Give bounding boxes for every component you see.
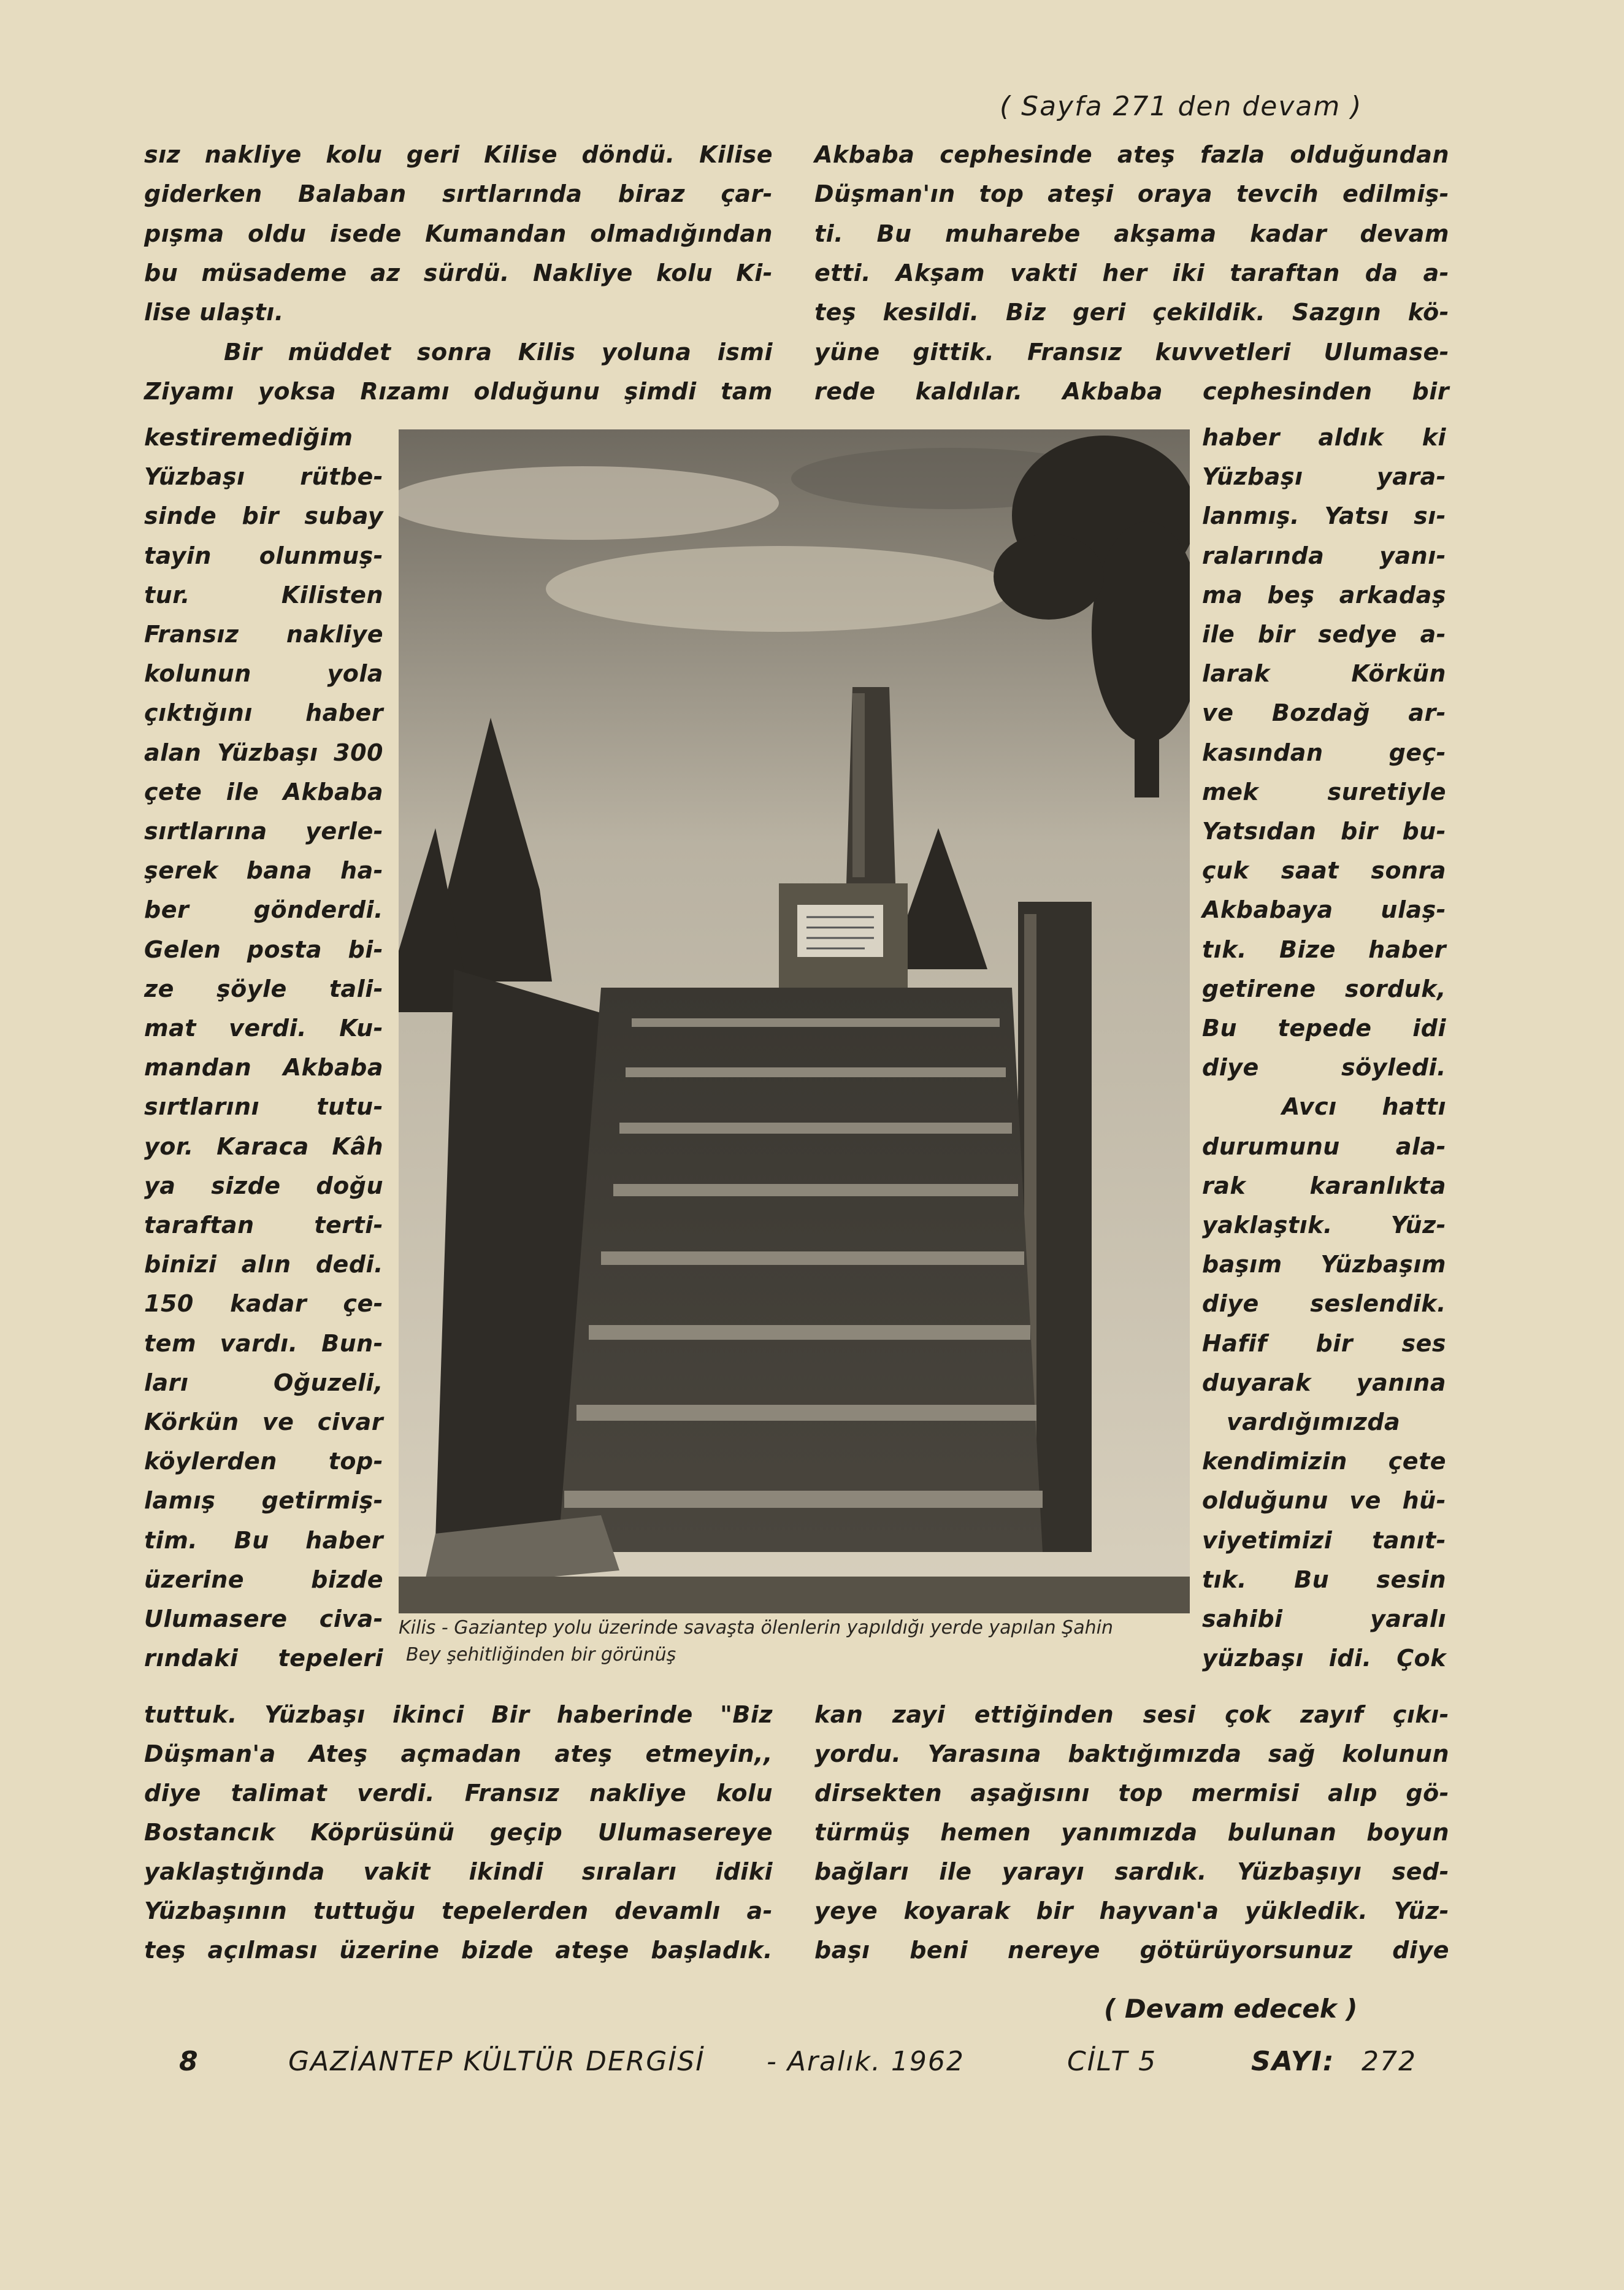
photo-caption-line-1: Kilis - Gaziantep yolu üzerinde savaşta ölenlerin yapıldığı yerde yapılan Şahin — [399, 1617, 1113, 1639]
right-narrow-line: mek suretiyle — [1202, 778, 1446, 805]
right-narrow-line: kasından geç- — [1202, 739, 1446, 766]
right-narrow-line: Avcı hattı — [1282, 1093, 1446, 1121]
right-narrow-line: lanmış. Yatsı sı- — [1202, 502, 1446, 530]
issue-date: - Aralık. 1962 — [767, 2046, 965, 2077]
left-narrow-line: Gelen posta bi- — [144, 936, 383, 963]
left-bottom-line: teş açılması üzerine bizde ateşe başladık. — [144, 1937, 773, 1964]
left-narrow-line: ber gönderdi. — [144, 896, 383, 924]
right-narrow-line: yaklaştık. Yüz- — [1202, 1212, 1446, 1239]
right-narrow-line: başım Yüzbaşım — [1202, 1251, 1446, 1278]
left-bottom-line: Bostancık Köprüsünü geçip Ulumasereye — [144, 1819, 773, 1846]
left-top-line: Ziyamı yoksa Rızamı olduğunu şimdi tam — [144, 377, 773, 405]
left-bottom-line: tuttuk. Yüzbaşı ikinci Bir haberinde "Biz — [144, 1701, 773, 1728]
right-narrow-line: sahibi yaralı — [1202, 1605, 1446, 1632]
right-narrow-line: olduğunu ve hü- — [1202, 1487, 1446, 1515]
right-bottom-line: türmüş hemen yanımızda bulunan boyun — [814, 1819, 1449, 1846]
left-narrow-line: mandan Akbaba — [144, 1054, 383, 1082]
right-narrow-line: ralarında yanı- — [1202, 542, 1446, 569]
left-narrow-line: taraftan terti- — [144, 1212, 383, 1239]
photo-caption-line-2: Bey şehitliğinden bir görünüş — [406, 1644, 676, 1666]
left-bottom-line: Düşman'a Ateş açmadan ateş etmeyin,, — [144, 1740, 773, 1767]
right-narrow-line: kendimizin çete — [1202, 1448, 1446, 1475]
right-narrow-line: tık. Bu sesin — [1202, 1566, 1446, 1593]
left-narrow-line: alan Yüzbaşı 300 — [144, 739, 383, 766]
left-narrow-line: Yüzbaşı rütbe- — [144, 463, 383, 491]
left-narrow-line: tim. Bu haber — [144, 1526, 383, 1554]
right-bottom-line: kan zayi ettiğinden sesi çok zayıf çıkı- — [814, 1701, 1449, 1728]
left-bottom-line: yaklaştığında vakit ikindi sıraları idiki — [144, 1858, 773, 1885]
right-top-line: ti. Bu muharebe akşama kadar devam — [814, 220, 1449, 247]
left-narrow-line: Körkün ve civar — [144, 1408, 383, 1435]
left-top-line: giderken Balaban sırtlarında biraz çar- — [144, 180, 773, 208]
left-bottom-line: diye talimat verdi. Fransız nakliye kolu — [144, 1780, 773, 1807]
left-narrow-line: yor. Karaca Kâh — [144, 1132, 383, 1160]
right-top-line: yüne gittik. Fransız kuvvetleri Ulumase- — [814, 338, 1449, 366]
left-narrow-line: sinde bir subay — [144, 502, 383, 530]
left-narrow-line: ze şöyle tali- — [144, 975, 383, 1002]
left-narrow-line: üzerine bizde — [144, 1566, 383, 1593]
left-narrow-line: tayin olunmuş- — [144, 542, 383, 569]
left-narrow-line: sırtlarına yerle- — [144, 818, 383, 845]
right-bottom-line: başı beni nereye götürüyorsunuz diye — [814, 1937, 1449, 1964]
right-narrow-line: haber aldık ki — [1202, 424, 1446, 451]
right-top-line: Düşman'ın top ateşi oraya tevcih edilmiş- — [814, 180, 1449, 208]
left-top-line: sız nakliye kolu geri Kilise döndü. Kilise — [144, 141, 773, 168]
right-narrow-line: Hafif bir ses — [1202, 1329, 1446, 1357]
left-narrow-line: kolunun yola — [144, 660, 383, 688]
left-narrow-line: çıktığını haber — [144, 699, 383, 727]
right-narrow-line: durumunu ala- — [1202, 1132, 1446, 1160]
left-narrow-line: binizi alın dedi. — [144, 1251, 383, 1278]
right-narrow-line: larak Körkün — [1202, 660, 1446, 688]
right-narrow-line: Yüzbaşı yara- — [1202, 463, 1446, 491]
issue-label: SAYI: — [1251, 2046, 1335, 2077]
right-narrow-line: tık. Bize haber — [1202, 936, 1446, 963]
right-top-line: etti. Akşam vakti her iki taraftan da a- — [814, 259, 1449, 286]
right-bottom-line: dirsekten aşağısını top mermisi alıp gö- — [814, 1780, 1449, 1807]
right-narrow-line: yüzbaşı idi. Çok — [1202, 1645, 1446, 1672]
left-narrow-line: tem vardı. Bun- — [144, 1329, 383, 1357]
continuation-header: ( Sayfa 271 den devam ) — [1000, 91, 1363, 122]
right-top-line: teş kesildi. Biz geri çekildik. Sazgın kö- — [814, 299, 1449, 326]
right-narrow-line: diye seslendik. — [1202, 1290, 1446, 1318]
left-narrow-line: Fransız nakliye — [144, 621, 383, 648]
right-bottom-line: yordu. Yarasına baktığımızda sağ kolunun — [814, 1740, 1449, 1767]
right-narrow-line: Yatsıdan bir bu- — [1202, 818, 1446, 845]
left-narrow-line: ya sizde doğu — [144, 1172, 383, 1199]
right-narrow-line: rak karanlıkta — [1202, 1172, 1446, 1199]
journal-name: GAZİANTEP KÜLTÜR DERGİSİ — [288, 2046, 705, 2077]
right-narrow-line: ve Bozdağ ar- — [1202, 699, 1446, 727]
right-narrow-line: diye söyledi. — [1202, 1054, 1446, 1082]
right-narrow-line: ile bir sedye a- — [1202, 621, 1446, 648]
right-narrow-line: vardığımızda — [1227, 1408, 1401, 1435]
right-top-line: rede kaldılar. Akbaba cephesinden bir — [814, 377, 1449, 405]
left-narrow-line: sırtlarını tutu- — [144, 1093, 383, 1121]
left-narrow-line: köylerden top- — [144, 1448, 383, 1475]
left-narrow-line: Ulumasere civa- — [144, 1605, 383, 1632]
left-narrow-line: 150 kadar çe- — [144, 1290, 383, 1318]
left-narrow-line: çete ile Akbaba — [144, 778, 383, 805]
left-narrow-line: lamış getirmiş- — [144, 1487, 383, 1515]
right-narrow-line: viyetimizi tanıt- — [1202, 1526, 1446, 1554]
right-narrow-line: Bu tepede idi — [1202, 1015, 1446, 1042]
left-narrow-line: mat verdi. Ku- — [144, 1015, 383, 1042]
left-top-line: pışma oldu isede Kumandan olmadığından — [144, 220, 773, 247]
monument-photo-image — [399, 429, 1190, 1613]
left-narrow-line: kestiremediğim — [144, 424, 353, 451]
monument-photo — [399, 429, 1190, 1613]
left-top-line: lise ulaştı. — [144, 299, 284, 326]
right-narrow-line: duyarak yanına — [1202, 1369, 1446, 1396]
left-bottom-line: Yüzbaşının tuttuğu tepelerden devamlı a- — [144, 1897, 773, 1924]
left-top-line: bu müsademe az sürdü. Nakliye kolu Ki- — [144, 259, 773, 286]
left-narrow-line: rındaki tepeleri — [144, 1645, 383, 1672]
right-bottom-line: bağları ile yarayı sardık. Yüzbaşıyı sed- — [814, 1858, 1449, 1885]
right-top-line: Akbaba cephesinde ateş fazla olduğundan — [814, 141, 1449, 168]
left-narrow-line: tur. Kilisten — [144, 581, 383, 609]
page-number: 8 — [179, 2046, 199, 2077]
left-narrow-line: şerek bana ha- — [144, 857, 383, 885]
right-narrow-line: Akbabaya ulaş- — [1202, 896, 1446, 924]
right-narrow-line: ma beş arkadaş — [1202, 581, 1446, 609]
right-narrow-line: getirene sorduk, — [1202, 975, 1446, 1002]
left-narrow-line: ları Oğuzeli, — [144, 1369, 383, 1396]
right-bottom-line: yeye koyarak bir hayvan'a yükledik. Yüz- — [814, 1897, 1449, 1924]
continued-note: ( Devam edecek ) — [1104, 1994, 1358, 2024]
right-narrow-line: çuk saat sonra — [1202, 857, 1446, 885]
left-top-line: Bir müddet sonra Kilis yoluna ismi — [224, 338, 773, 366]
issue-number: 272 — [1362, 2046, 1417, 2077]
volume-label: CİLT 5 — [1067, 2046, 1157, 2077]
